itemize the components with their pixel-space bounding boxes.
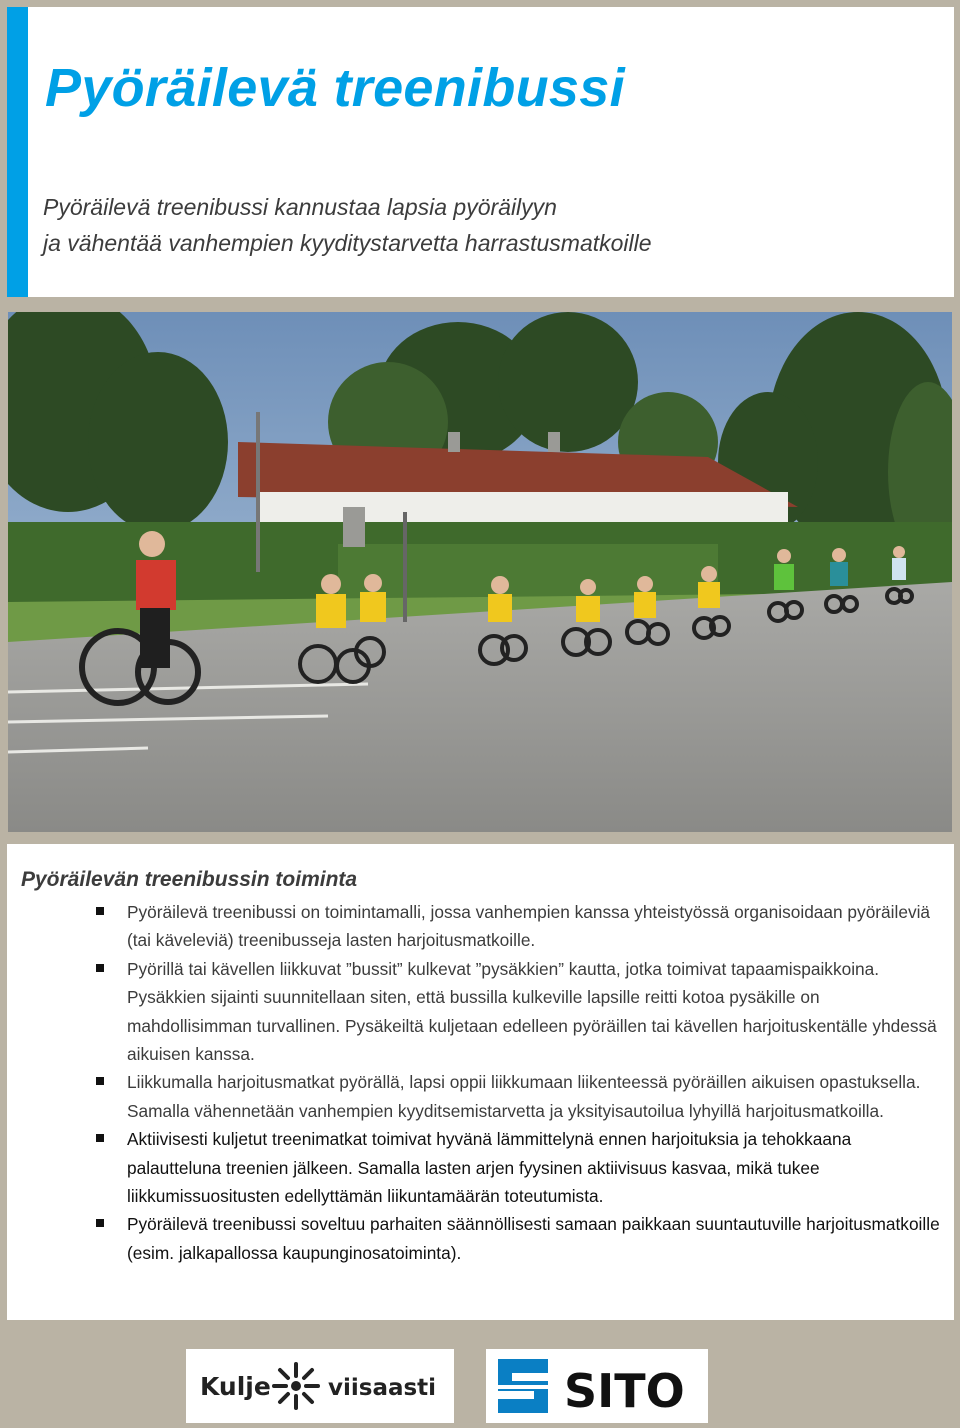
logos-row (0, 1330, 960, 1428)
square-bullet-icon (96, 907, 104, 915)
bullet-text: Pyöräilevä treenibussi soveltuu parhaiten säännöllisesti samaan paikkaan suuntautuville harjoitusmatkoille (esim. jalkapallossa kaupunginosatoiminta). (127, 1214, 940, 1263)
square-bullet-icon (96, 1219, 104, 1227)
kulje-viisaasti-logo (186, 1349, 454, 1423)
square-bullet-icon (96, 1077, 104, 1085)
bullet-text: Pyöräilevä treenibussi on toimintamalli, jossa vanhempien kanssa yhteistyössä organisoidaan pyöräileviä (tai käveleviä) treenibusseja lasten harjoitusmatkoille. (127, 902, 931, 951)
subtitle-line-1: Pyöräilevä treenibussi kannustaa lapsia pyöräilyyn (43, 194, 557, 220)
bullet-text: Liikkumalla harjoitusmatkat pyörällä, lapsi oppii liikkumaan liikenteessä pyöräillen aikuisen opastuksella. Samalla vähennetään vanhempien kyyditsemistarvetta ja yksityisautoilua lyhyillä harjoitusmatkoilla. (127, 1072, 921, 1121)
bullet-text: Pyörillä tai kävellen liikkuvat ”bussit” kulkevat ”pysäkkien” kautta, jotka toimivat tapaamispaikkoina. Pysäkkien sijainti suunnitellaan siten, että bussilla kulkeville lapsille reitti kotoa pysäkille on mahdollisimman turvallinen. Pysäkeiltä kuljetaan edelleen pyöräillen tai kävellen harjoituskentälle yhdessä aikuisen kanssa. (127, 958, 937, 1065)
square-bullet-icon (96, 964, 104, 972)
text-panel (7, 844, 954, 1320)
bullet-text: Aktiivisesti kuljetut treenimatkat toimivat hyvänä lämmittelynä ennen harjoituksia ja tehokkaana palautteluna treenien jälkeen. Samalla lasten arjen fyysinen aktiivisuus kasvaa, mikä tukee liikkumissuositusten edellyttämän liikuntamäärän toteutumista. (127, 1129, 852, 1207)
bullet-item (95, 955, 945, 1069)
square-bullet-icon (96, 1134, 104, 1142)
section-heading: Pyöräilevän treenibussin toiminta (21, 868, 358, 891)
bullet-item (95, 1068, 945, 1125)
bullet-item (95, 1125, 945, 1210)
sito-logo (486, 1349, 708, 1423)
page-subtitle (43, 189, 652, 261)
page-title: Pyöräilevä treenibussi (45, 58, 625, 118)
subtitle-line-2: ja vähentää vanhempien kyyditystarvetta harrastusmatkoille (43, 230, 652, 256)
bullet-item (95, 898, 945, 955)
viisaasti-word: viisaasti (328, 1375, 437, 1401)
header-panel (7, 7, 954, 297)
sito-s-icon (494, 1359, 552, 1413)
header-accent-bar (7, 7, 28, 297)
bullet-list (95, 898, 945, 1267)
sun-icon (274, 1364, 318, 1408)
kulje-word: Kulje (200, 1372, 271, 1401)
bullet-item (95, 1210, 945, 1267)
sito-word: SITO (564, 1364, 685, 1418)
cycling-photo (8, 312, 952, 832)
